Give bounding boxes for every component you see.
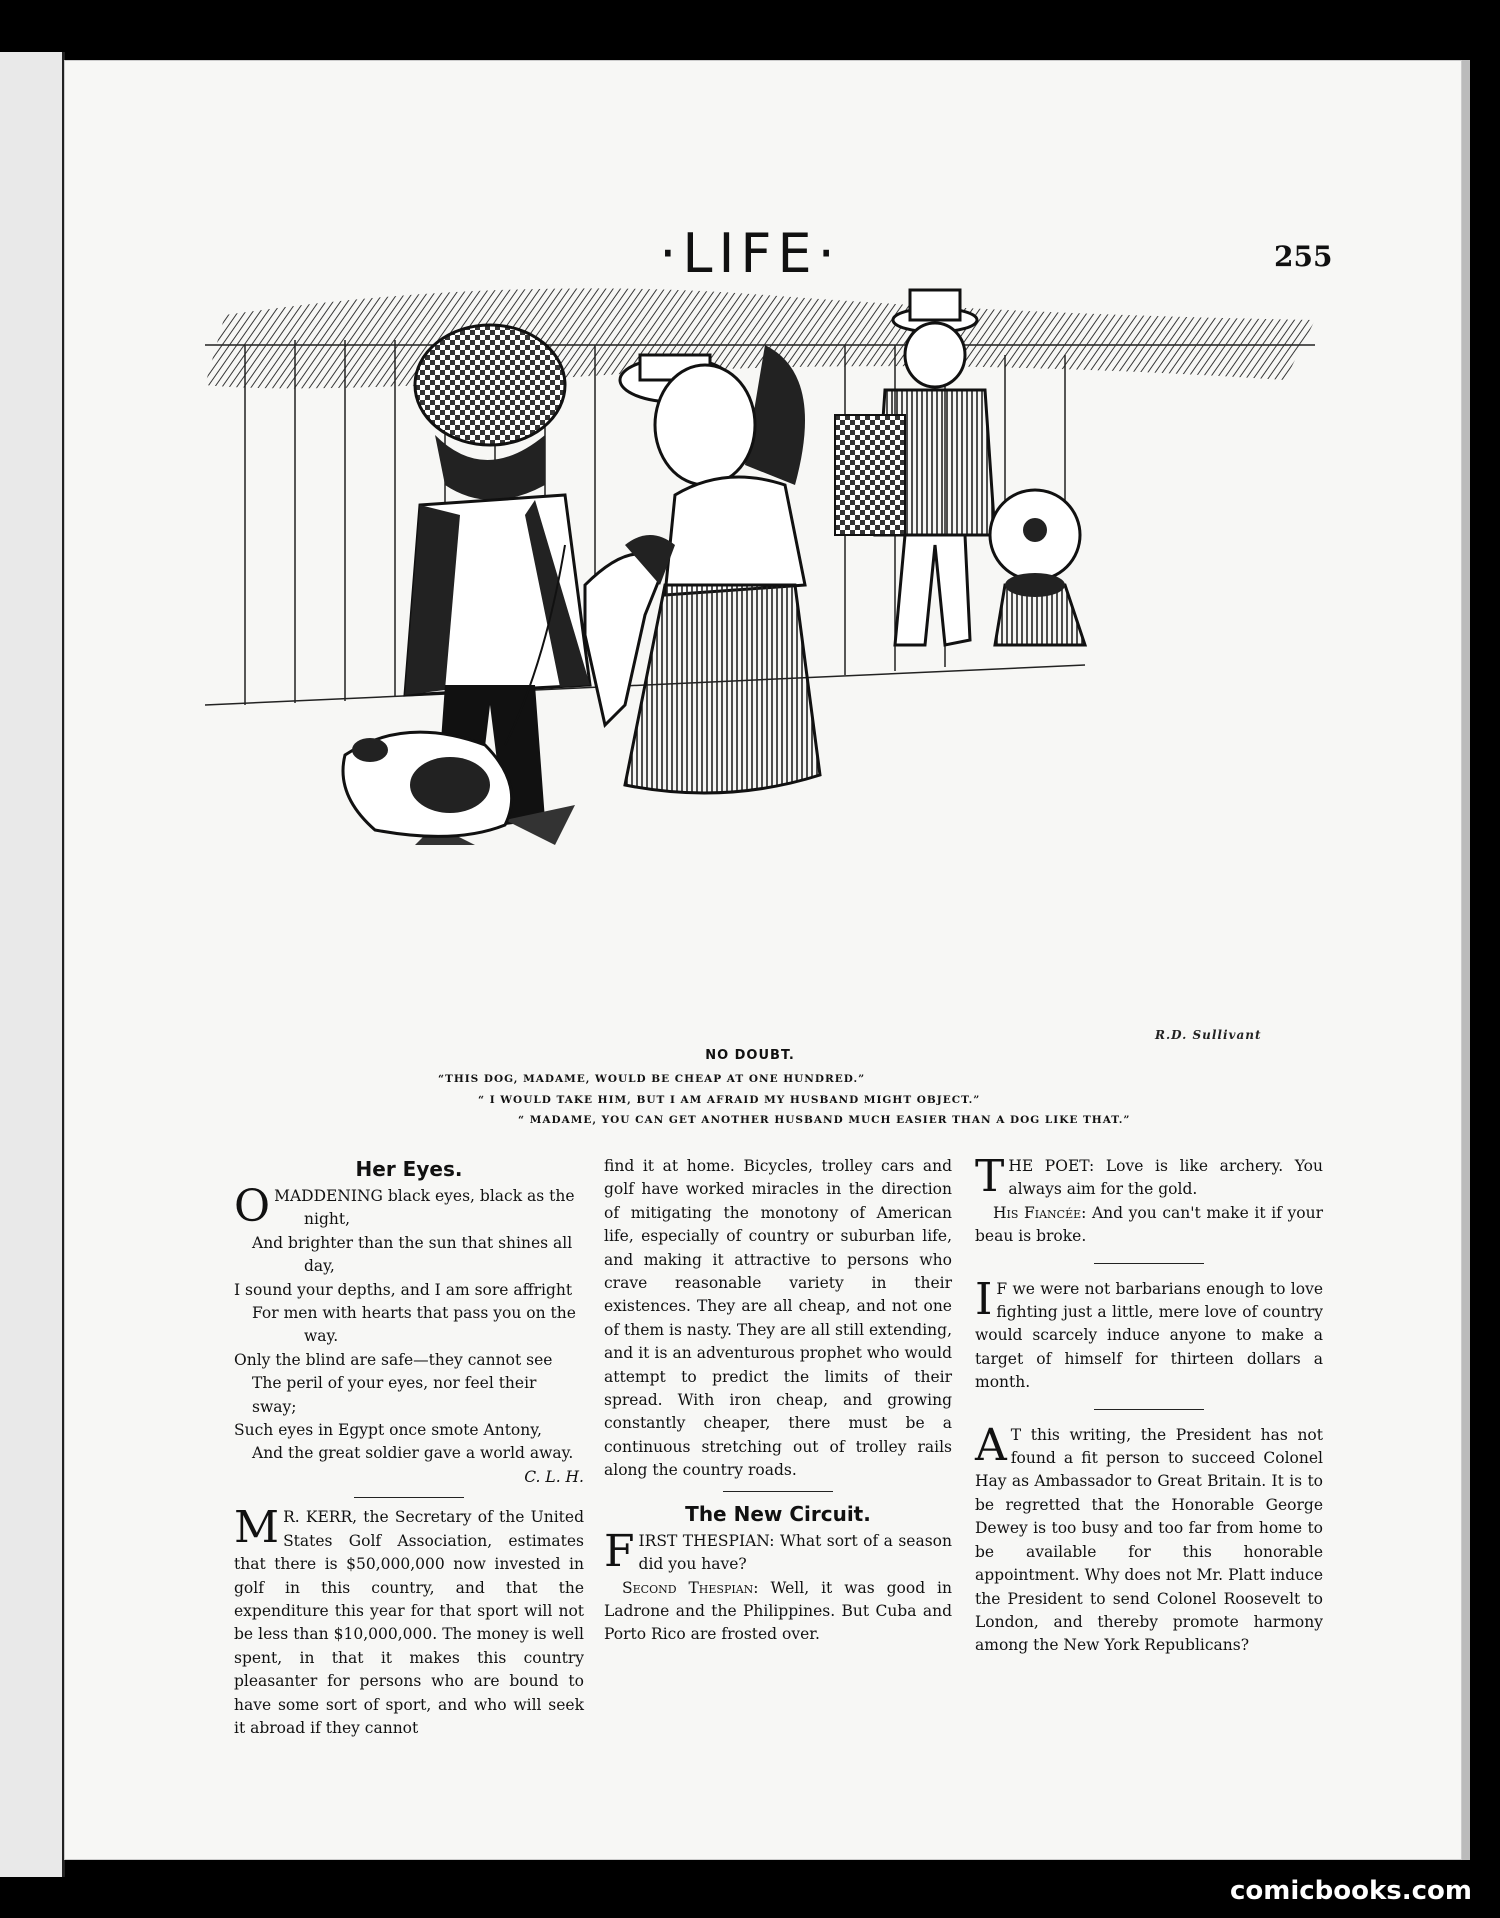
circuit-answer-text: Well, it was good in Ladrone and the Philippines. But Cuba and Porto Rico are frosted over. [604,1578,952,1644]
fiancee-text: And you can't make it if your beau is broke. [975,1203,1323,1246]
golf-paragraph-continued: find it at home. Bicycles, trolley cars and golf have worked miracles in the direction of mitigating the monotony of American life, especially of country or suburban life, and making it attractive to persons who crave reasonable variety in their existences. They are all cheap, and not one of them is nasty. They are all still extending, and it is an adventurous prophet who would attempt to predict the limits of their spread. With iron cheap, and growing constantly cheaper, there must be a continuous stretching out of trolley rails along the country roads. [604,1157,952,1480]
poem-line: The peril of your eyes, nor feel their sway; [252,1374,537,1416]
column-3 [975,1151,1323,1658]
masthead-title: ·LIFE· [659,222,841,285]
poet-joke [975,1151,1323,1202]
column-2 [604,1155,952,1647]
artist-signature: R.D. Sullivant [1155,1028,1262,1042]
poem-line: I sound your depths, and I am sore affright [234,1280,573,1299]
poem-title: Her Eyes. [355,1157,463,1181]
pres-dropcap: A [975,1419,1007,1471]
caption-line-1: “THIS DOG, MADAME, WOULD BE CHEAP AT ONE HUNDRED.” [438,1073,866,1085]
cartoon-illustration [205,285,1335,1055]
poem-signature: C. L. H. [524,1467,584,1486]
kerr-text: R. KERR, the Secretary of the United States Golf Association, estimates that there is $50,000,000 now invested in golf in this country, and that the expenditure this year for that sport will not be less than $10,000,000. The money is well spent, in that it makes this country pleasanter for persons who are bound to have some sort of sport, and who will seek it abroad if they cannot [234,1508,584,1737]
poem-line: way. [304,1327,339,1346]
poet-text: HE POET: Love is like archery. You always aim for the gold. [1008,1157,1323,1199]
caption-line-2: “ I WOULD TAKE HIM, BUT I AM AFRAID MY HUSBAND MIGHT OBJECT.” [478,1094,981,1106]
poem-line: night, [304,1210,351,1229]
poem-line: Only the blind are safe—they cannot see [234,1350,553,1369]
barb-text: F we were not barbarians enough to love fighting just a little, mere love of country would scarcely induce anyone to make a target of himself for thirteen dollars a month. [975,1279,1323,1392]
poem-line: For men with hearts that pass you on the [252,1304,576,1323]
facing-page-edge [0,52,65,1877]
fiancee-reply [975,1202,1323,1249]
poet-dropcap: T [975,1151,1005,1202]
fiancee-speaker: His Fiancée: [993,1203,1087,1222]
site-watermark: comicbooks.com [1229,1876,1472,1906]
section-divider [354,1497,464,1498]
caption-line-3: “ MADAME, YOU CAN GET ANOTHER HUSBAND MUCH EASIER THAN A DOG LIKE THAT.” [518,1114,1131,1126]
poem-line: MADDENING black eyes, black as the [274,1187,575,1205]
circuit-question [604,1525,952,1577]
section-divider [723,1491,833,1492]
poem-dropcap: O [234,1181,271,1232]
section-divider [1094,1263,1204,1264]
circuit-question-text: IRST THESPIAN: What sort of a season did you have? [638,1531,952,1574]
poem-line: Such eyes in Egypt once smote Antony, [234,1421,542,1440]
kerr-dropcap: M [234,1502,280,1554]
poem-line: And brighter than the sun that shines all [252,1233,573,1252]
golf-paragraph [234,1502,584,1740]
pres-text: T this writing, the President has not found a fit person to succeed Colonel Hay as Ambassador to Great Britain. It is to be regretted that the Honorable George Dewey is too busy and too far from home to be available for this honorable appointment. Why does not Mr. Platt induce the President to send Colonel Roosevelt to London, and thereby promote harmony among the New York Republicans? [975,1425,1323,1655]
page-edge-shadow [1462,60,1470,1860]
barbarians-paragraph [975,1273,1323,1395]
column-1 [234,1155,584,1740]
section-divider [1094,1409,1204,1410]
president-paragraph [975,1419,1323,1658]
circuit-answer-speaker: Second Thespian: [622,1578,759,1597]
circuit-dropcap: F [604,1525,635,1577]
circuit-title: The New Circuit. [685,1501,871,1526]
barb-dropcap: I [975,1273,993,1325]
page-number: 255 [1274,240,1333,273]
poem-line: day, [304,1257,335,1276]
poem-line: And the great soldier gave a world away. [252,1444,574,1463]
circuit-answer [604,1577,952,1647]
cartoon-caption-title: NO DOUBT. [705,1048,795,1063]
poem [234,1181,584,1489]
